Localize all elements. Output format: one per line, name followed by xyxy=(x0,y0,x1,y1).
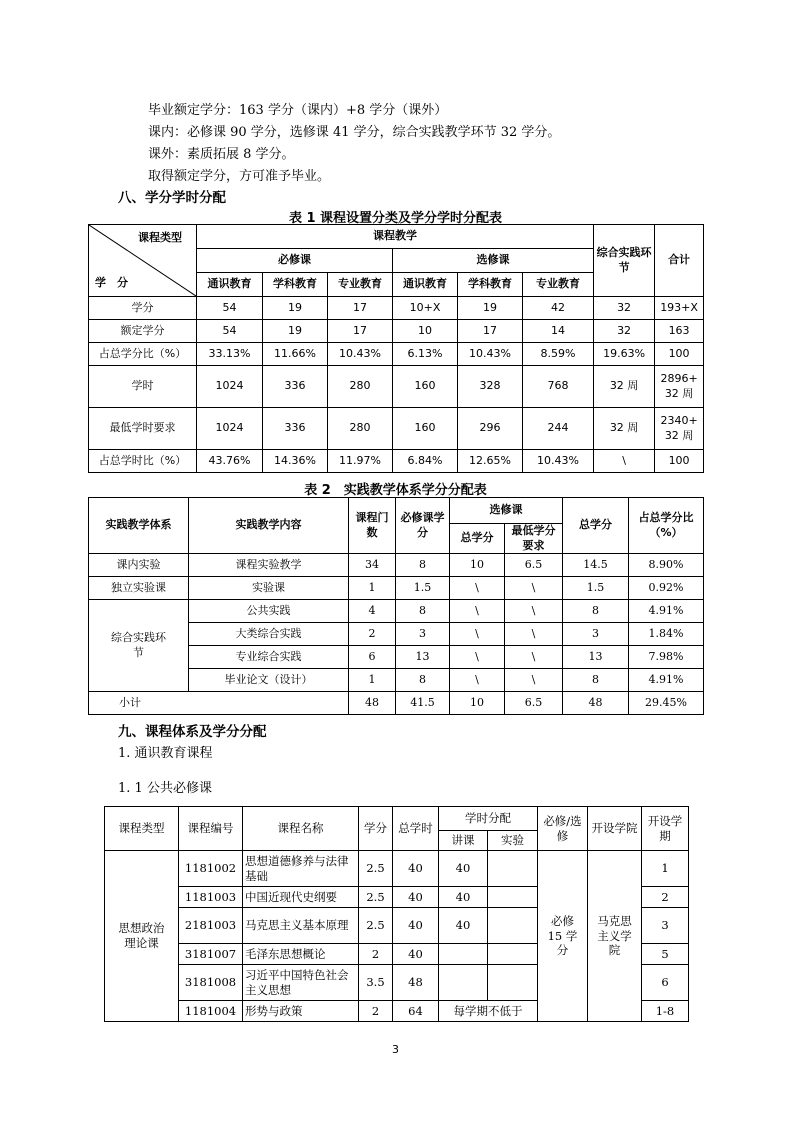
table3-header-lecture: 讲课 xyxy=(439,831,488,851)
table1-header-practice: 综合实践环节 xyxy=(594,225,655,297)
cell: 13 xyxy=(396,646,450,669)
cell: 163 xyxy=(655,320,704,343)
cell: 40 xyxy=(439,851,488,887)
cell: 1024 xyxy=(197,408,263,450)
cell: 11.66% xyxy=(263,343,328,366)
cell: 43.76% xyxy=(197,450,263,473)
cell: 13 xyxy=(563,646,629,669)
cell: 19 xyxy=(263,320,328,343)
cell: 40 xyxy=(439,887,488,908)
table1-corner-cell xyxy=(89,225,197,297)
cell: 14.36% xyxy=(263,450,328,473)
cell-line: 32 周 xyxy=(664,428,694,442)
cell: 32 xyxy=(594,320,655,343)
cell: 280 xyxy=(328,366,393,408)
cell xyxy=(439,965,488,1001)
table1-subheader: 专业教育 xyxy=(328,273,393,297)
table-row xyxy=(89,320,704,343)
table-row xyxy=(89,297,704,320)
table-row xyxy=(89,692,704,715)
code-cell: 3181007 xyxy=(179,944,243,965)
cell: 2.5 xyxy=(359,851,393,887)
cell: \ xyxy=(450,600,505,623)
row-label: 最低学时要求 xyxy=(89,408,197,450)
cell: 42 xyxy=(523,297,594,320)
table1-subheader: 专业教育 xyxy=(523,273,594,297)
cell: 10.43% xyxy=(458,343,523,366)
cell: \ xyxy=(450,669,505,692)
name-cell: 习近平中国特色社会主义思想 xyxy=(243,965,359,1001)
content-cell: 公共实践 xyxy=(189,600,349,623)
cell: 6 xyxy=(642,965,689,1001)
cell: 4.91% xyxy=(629,600,704,623)
table2-caption: 表 2 实践教学体系学分分配表 xyxy=(304,483,487,498)
cell: 每学期不低于 xyxy=(439,1001,538,1022)
cell: 19 xyxy=(458,297,523,320)
table1-caption: 表 1 课程设置分类及学分学时分配表 xyxy=(288,211,503,226)
table1-header-elective: 选修课 xyxy=(393,249,594,273)
cell: 8 xyxy=(396,554,450,577)
table2-header-required-credit: 必修课学分 xyxy=(396,498,450,554)
cell: 1.5 xyxy=(563,577,629,600)
cell: 10.43% xyxy=(523,450,594,473)
cell: 19 xyxy=(263,297,328,320)
table1-credit-hour-distribution xyxy=(88,224,704,473)
cell: 14 xyxy=(523,320,594,343)
course-type-cell: 思想政治理论课 xyxy=(105,851,179,1022)
table2-header-system: 实践教学体系 xyxy=(89,498,189,554)
cell: 1 xyxy=(642,851,689,887)
cell: 2.5 xyxy=(359,887,393,908)
cell: \ xyxy=(594,450,655,473)
cell xyxy=(488,908,538,944)
cell xyxy=(488,887,538,908)
code-cell: 1181004 xyxy=(179,1001,243,1022)
code-cell: 2181003 xyxy=(179,908,243,944)
table1-corner-credit: 学 分 xyxy=(95,275,128,289)
cell: 11.97% xyxy=(328,450,393,473)
table2-header-content: 实践教学内容 xyxy=(189,498,349,554)
system-cell: 综合实践环节 xyxy=(89,600,189,692)
cell: 48 xyxy=(563,692,629,715)
cell: 64 xyxy=(393,1001,439,1022)
cell: 1 xyxy=(349,577,396,600)
table3-header-allocation: 学时分配 xyxy=(439,807,538,831)
cell: 54 xyxy=(197,297,263,320)
cell: 193+X xyxy=(655,297,704,320)
table3-header-required: 必修/选修 xyxy=(538,807,588,851)
table2-header-total: 总学分 xyxy=(563,498,629,554)
table2-header-ratio: 占总学分比（%） xyxy=(629,498,704,554)
cell: 17 xyxy=(458,320,523,343)
cell: 12.65% xyxy=(458,450,523,473)
table1-subheader: 通识教育 xyxy=(393,273,458,297)
row-label: 占总学时比（%） xyxy=(89,450,197,473)
cell: 8.90% xyxy=(629,554,704,577)
system-cell: 独立实验课 xyxy=(89,577,189,600)
table2-header-elective-min: 最低学分要求 xyxy=(505,524,563,554)
cell: 6.84% xyxy=(393,450,458,473)
cell: 6.13% xyxy=(393,343,458,366)
cell: 10+X xyxy=(393,297,458,320)
cell: 6.5 xyxy=(505,692,563,715)
cell: 33.13% xyxy=(197,343,263,366)
cell: 336 xyxy=(263,366,328,408)
cell: 40 xyxy=(393,851,439,887)
cell: \ xyxy=(450,646,505,669)
content-cell: 毕业论文（设计） xyxy=(189,669,349,692)
cell: 32 周 xyxy=(594,408,655,450)
code-cell: 1181003 xyxy=(179,887,243,908)
table-row xyxy=(89,408,704,450)
row-label: 额定学分 xyxy=(89,320,197,343)
row-label: 学时 xyxy=(89,366,197,408)
required-cell: 必修15 学分 xyxy=(538,851,588,1022)
content-cell: 专业综合实践 xyxy=(189,646,349,669)
table-row xyxy=(89,450,704,473)
cell: \ xyxy=(505,646,563,669)
cell: 280 xyxy=(328,408,393,450)
cell-line: 2896+ xyxy=(660,372,698,386)
table-row xyxy=(89,366,704,408)
cell xyxy=(488,851,538,887)
table1-subheader: 通识教育 xyxy=(197,273,263,297)
table1-header-course-teaching: 课程教学 xyxy=(197,225,594,249)
cell: 160 xyxy=(393,366,458,408)
cell: 10.43% xyxy=(328,343,393,366)
name-cell: 形势与政策 xyxy=(243,1001,359,1022)
cell: 5 xyxy=(642,944,689,965)
table-row xyxy=(105,851,689,887)
cell: 40 xyxy=(393,887,439,908)
cell: 8 xyxy=(563,669,629,692)
cell: \ xyxy=(450,577,505,600)
cell: 34 xyxy=(349,554,396,577)
cell: 296 xyxy=(458,408,523,450)
cell: 48 xyxy=(349,692,396,715)
table1-subheader: 学科教育 xyxy=(263,273,328,297)
page-number: 3 xyxy=(392,1043,399,1056)
table-row xyxy=(89,577,704,600)
content-cell: 大类综合实践 xyxy=(189,623,349,646)
cell: 10 xyxy=(393,320,458,343)
subheading-general-education: 1. 通识教育课程 xyxy=(118,746,213,761)
paragraph-graduation-credits: 毕业额定学分：163 学分（课内）+8 学分（课外） xyxy=(148,103,448,118)
name-cell: 马克思主义基本原理 xyxy=(243,908,359,944)
cell: 100 xyxy=(655,343,704,366)
cell: 29.45% xyxy=(629,692,704,715)
content-cell: 实验课 xyxy=(189,577,349,600)
cell: 17 xyxy=(328,320,393,343)
cell: 8 xyxy=(563,600,629,623)
cell: 4.91% xyxy=(629,669,704,692)
table3-public-required-courses xyxy=(104,806,689,1022)
table2-header-elective-total: 总学分 xyxy=(450,524,505,554)
table2-practice-credit-distribution xyxy=(88,497,704,715)
cell: 2 xyxy=(359,944,393,965)
cell: 32 周 xyxy=(594,366,655,408)
code-cell: 1181002 xyxy=(179,851,243,887)
cell: 4 xyxy=(349,600,396,623)
cell: 8.59% xyxy=(523,343,594,366)
table3-header-lab: 实验 xyxy=(488,831,538,851)
cell: 6.5 xyxy=(505,554,563,577)
table2-header-count: 课程门数 xyxy=(349,498,396,554)
cell xyxy=(488,965,538,1001)
cell: 244 xyxy=(523,408,594,450)
cell: 2 xyxy=(349,623,396,646)
cell: 160 xyxy=(393,408,458,450)
cell: 8 xyxy=(396,669,450,692)
cell: 100 xyxy=(655,450,704,473)
cell: 1.5 xyxy=(396,577,450,600)
code-cell: 3181008 xyxy=(179,965,243,1001)
table1-subheader: 学科教育 xyxy=(458,273,523,297)
table3-header-type: 课程类型 xyxy=(105,807,179,851)
cell: 2.5 xyxy=(359,908,393,944)
cell: 54 xyxy=(197,320,263,343)
cell: 1-8 xyxy=(642,1001,689,1022)
cell: 48 xyxy=(393,965,439,1001)
section-9-title: 九、课程体系及学分分配 xyxy=(118,724,267,740)
cell xyxy=(655,408,704,450)
cell: 336 xyxy=(263,408,328,450)
name-cell: 中国近现代史纲要 xyxy=(243,887,359,908)
table-row xyxy=(89,343,704,366)
cell: 1.84% xyxy=(629,623,704,646)
cell: 3 xyxy=(642,908,689,944)
table3-header-hours: 总学时 xyxy=(393,807,439,851)
cell: 14.5 xyxy=(563,554,629,577)
cell: \ xyxy=(505,669,563,692)
cell xyxy=(488,944,538,965)
table3-header-code: 课程编号 xyxy=(179,807,243,851)
cell: 3 xyxy=(563,623,629,646)
cell: 3 xyxy=(396,623,450,646)
cell-line: 32 周 xyxy=(664,386,694,400)
paragraph-in-class: 课内：必修课 90 学分，选修课 41 学分，综合实践教学环节 32 学分。 xyxy=(148,125,561,140)
table1-corner-course-type: 课程类型 xyxy=(138,231,182,244)
cell: 0.92% xyxy=(629,577,704,600)
cell: 40 xyxy=(439,908,488,944)
name-cell: 毛泽东思想概论 xyxy=(243,944,359,965)
section-8-title: 八、学分学时分配 xyxy=(118,190,226,206)
cell: \ xyxy=(505,577,563,600)
dept-cell: 马克思主义学院 xyxy=(588,851,642,1022)
cell: 7.98% xyxy=(629,646,704,669)
cell: 6 xyxy=(349,646,396,669)
table3-header-name: 课程名称 xyxy=(243,807,359,851)
cell: 768 xyxy=(523,366,594,408)
cell: 1024 xyxy=(197,366,263,408)
system-cell: 课内实验 xyxy=(89,554,189,577)
cell xyxy=(655,366,704,408)
row-label: 占总学分比（%） xyxy=(89,343,197,366)
subtotal-label: 小计 xyxy=(89,692,349,715)
table3-header-dept: 开设学院 xyxy=(588,807,642,851)
cell: 19.63% xyxy=(594,343,655,366)
cell: 10 xyxy=(450,554,505,577)
table2-header-elective: 选修课 xyxy=(450,498,563,524)
table3-header-credit: 学分 xyxy=(359,807,393,851)
table1-header-required: 必修课 xyxy=(197,249,393,273)
cell: \ xyxy=(505,623,563,646)
cell: 328 xyxy=(458,366,523,408)
cell: 10 xyxy=(450,692,505,715)
cell: 41.5 xyxy=(396,692,450,715)
cell: 40 xyxy=(393,944,439,965)
cell: 8 xyxy=(396,600,450,623)
cell: \ xyxy=(505,600,563,623)
table3-header-term: 开设学期 xyxy=(642,807,689,851)
cell: 1 xyxy=(349,669,396,692)
cell xyxy=(439,944,488,965)
cell: 17 xyxy=(328,297,393,320)
subheading-public-required: 1. 1 公共必修课 xyxy=(118,781,212,796)
cell: 40 xyxy=(393,908,439,944)
cell: 3.5 xyxy=(359,965,393,1001)
content-cell: 课程实验教学 xyxy=(189,554,349,577)
table-row xyxy=(89,600,704,623)
name-cell: 思想道德修养与法律基础 xyxy=(243,851,359,887)
paragraph-extracurricular: 课外：素质拓展 8 学分。 xyxy=(148,147,295,162)
table-row xyxy=(89,554,704,577)
cell-line: 2340+ xyxy=(660,414,698,428)
paragraph-graduation-rule: 取得额定学分，方可准予毕业。 xyxy=(148,169,331,184)
row-label: 学分 xyxy=(89,297,197,320)
table1-header-total: 合计 xyxy=(655,225,704,297)
cell: 2 xyxy=(359,1001,393,1022)
cell: 2 xyxy=(642,887,689,908)
cell: \ xyxy=(450,623,505,646)
cell: 32 xyxy=(594,297,655,320)
